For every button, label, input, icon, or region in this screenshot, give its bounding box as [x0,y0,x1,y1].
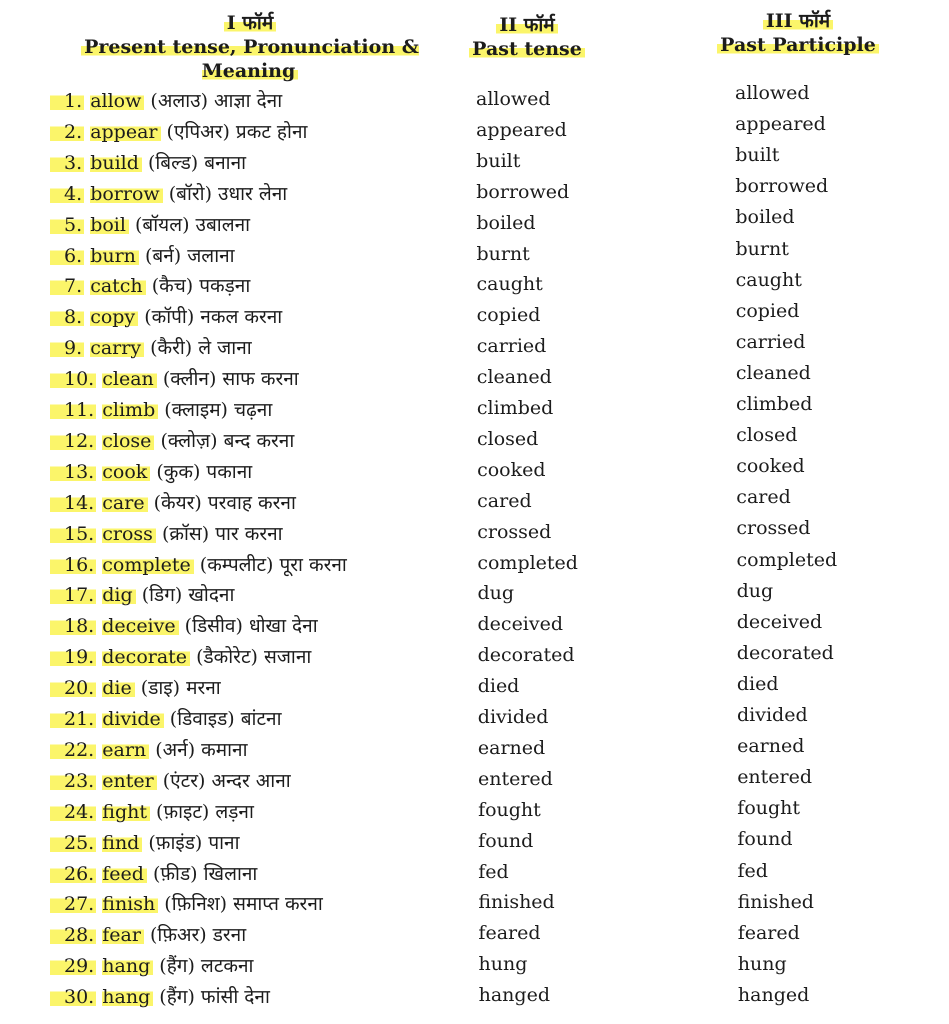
verb-number: 7. [50,275,84,297]
present-tense-cell [50,488,296,518]
verb-row [0,206,949,240]
verb-row [0,889,949,919]
pronunciation-meaning: (अर्न) कमाना [155,738,248,761]
verb-row [0,268,949,301]
verb-present: catch [90,275,145,297]
pronunciation-meaning: (बॉयल) उबालना [135,213,251,236]
verb-number: 2. [50,121,84,143]
past-tense-cell: earned [477,736,546,759]
present-tense-cell [50,241,235,271]
past-participle-cell: completed [736,548,838,571]
past-participle-cell: hung [737,952,787,975]
column-header-past [462,14,592,62]
past-participle-cell: deceived [736,610,823,633]
past-tense-cell: cared [477,489,532,512]
verb-row [0,395,949,425]
past-participle-cell: cared [736,486,791,509]
verb-number: 12. [50,430,96,452]
present-tense-cell [50,457,252,487]
past-tense-cell: appeared [476,118,567,141]
verb-number: 23. [50,770,96,792]
past-participle-cell: divided [737,704,808,726]
past-participle-cell: feared [737,921,800,944]
past-tense-cell: climbed [476,397,554,419]
verb-number: 17. [50,584,96,606]
past-participle-cell: burnt [735,237,789,260]
present-tense-cell [50,519,283,549]
pronunciation-meaning: (फ़ाइंड) पाना [148,831,240,854]
verb-number: 30. [50,986,96,1008]
present-tense-cell [50,673,221,703]
past-tense-cell: dug [477,582,514,605]
pronunciation-meaning: (फ़िअर) डरना [150,924,247,947]
present-tense-cell [50,951,253,981]
verb-number: 20. [50,677,96,699]
present-tense-cell [50,859,257,889]
verb-present: decorate [102,646,190,668]
pronunciation-meaning: (फ़ीड) खिलाना [153,862,258,885]
present-tense-cell [50,333,252,363]
pronunciation-meaning: (हैंग) लटकना [159,955,254,978]
verb-row [0,951,949,981]
present-tense-cell [50,426,294,456]
present-tense-cell [50,982,270,1012]
verb-row [0,704,949,734]
verb-present: feed [102,863,147,885]
present-tense-cell [50,364,299,394]
present-tense-cell [50,766,291,796]
verb-row [0,982,949,1012]
past-tense-cell: fed [478,860,509,883]
past-tense-cell: entered [477,767,553,790]
verb-row [0,642,949,672]
verb-number: 11. [50,399,96,421]
present-tense-cell [50,117,307,147]
verb-number: 8. [50,306,84,328]
verb-present: allow [90,90,144,112]
pronunciation-meaning: (क्लीन) साफ करना [162,368,299,391]
past-participle-cell: earned [737,735,805,758]
pronunciation-meaning: (कॉपी) नकल करना [144,306,283,329]
past-tense-cell: allowed [476,88,551,110]
past-participle-cell: died [736,672,779,695]
past-participle-cell: decorated [736,641,834,664]
verb-present: cook [102,461,150,483]
verb-present: care [102,492,147,514]
verb-present: finish [102,893,158,915]
past-participle-cell: allowed [735,82,810,104]
past-participle-cell: dug [736,579,774,602]
verb-number: 15. [50,523,96,545]
present-tense-cell [50,580,234,610]
past-tense-cell: divided [477,706,549,728]
present-tense-cell [50,395,272,425]
past-tense-cell: found [478,829,534,852]
past-participle-cell: built [735,144,780,167]
verb-row [0,735,949,765]
column-title-past: Past tense [469,38,585,60]
pronunciation-meaning: (डाइ) मरना [140,677,221,700]
past-participle-cell: copied [735,299,800,322]
verb-number: 28. [50,924,96,946]
present-tense-cell [50,797,254,827]
present-tense-cell [50,271,250,301]
verb-present: hang [102,955,153,977]
column-header-participle [712,10,884,58]
verb-present: close [102,430,154,452]
verb-present: hang [102,986,153,1008]
verb-row [0,457,949,487]
past-tense-cell: finished [478,891,555,914]
past-tense-cell: crossed [477,520,552,543]
verb-present: fight [102,801,150,823]
pronunciation-meaning: (एंटर) अन्दर आना [162,769,291,792]
pronunciation-meaning: (कम्पलीट) पूरा करना [199,553,347,576]
past-participle-cell: entered [737,766,813,789]
past-tense-cell: died [477,675,520,698]
verb-number: 21. [50,708,96,730]
past-tense-cell: borrowed [476,180,570,203]
present-tense-cell [50,642,311,672]
present-tense-cell [50,704,282,734]
past-tense-cell: completed [477,551,578,574]
present-tense-cell [50,86,282,116]
past-participle-cell: appeared [735,113,826,136]
verb-number: 6. [50,245,84,267]
present-tense-cell [50,302,282,332]
pronunciation-meaning: (डैकोरेट) सजाना [196,646,312,669]
past-tense-cell: carried [476,335,547,358]
verb-present: carry [90,337,144,359]
present-tense-cell [50,210,250,240]
column-header-present [50,12,450,83]
present-tense-cell [50,611,318,641]
verb-number: 3. [50,152,84,174]
pronunciation-meaning: (क्लाइम) चढ़ना [164,399,273,421]
past-participle-cell: borrowed [735,175,829,198]
past-participle-cell: cleaned [735,361,811,384]
pronunciation-meaning: (डिग) खोदना [141,584,235,607]
verb-number: 29. [50,955,96,977]
pronunciation-meaning: (कुक) पकाना [156,460,253,483]
verb-row [0,828,949,858]
pronunciation-meaning: (क्रॉस) पार करना [161,522,283,545]
past-tense-cell: hanged [478,984,550,1007]
past-tense-cell: fought [478,798,541,821]
pronunciation-meaning: (कैरी) ले जाना [150,337,252,360]
past-tense-cell: closed [476,427,539,450]
verb-number: 25. [50,832,96,854]
pronunciation-meaning: (फ़िनिश) समाप्त करना [164,893,323,916]
past-participle-cell: found [737,828,793,851]
past-participle-cell: climbed [736,393,813,415]
verb-present: copy [90,306,138,328]
pronunciation-meaning: (डिवाइड) बांटना [169,708,282,730]
past-tense-cell: cooked [477,458,546,481]
verb-row [0,920,949,950]
past-participle-cell: fought [737,797,801,820]
past-tense-cell: burnt [476,242,530,265]
past-participle-cell: crossed [736,517,811,540]
verb-number: 26. [50,863,96,885]
pronunciation-meaning: (क्लोज़) बन्द करना [160,429,295,452]
verb-present: dig [102,584,135,606]
verb-number: 14. [50,492,96,514]
present-tense-cell [50,148,246,178]
pronunciation-meaning: (अलाउ) आज्ञा देना [150,90,283,112]
verb-number: 9. [50,337,84,359]
verb-present: earn [102,739,149,761]
verb-present: die [102,677,134,699]
verb-present: deceive [102,615,178,637]
verb-present: burn [90,245,139,267]
verb-present: borrow [90,183,162,205]
verb-present: cross [102,523,156,545]
pronunciation-meaning: (कैच) पकड़ना [151,275,251,298]
verb-present: boil [90,214,129,236]
past-tense-cell: feared [478,922,541,945]
present-tense-cell [50,735,248,765]
verb-number: 19. [50,646,96,668]
past-participle-cell: boiled [735,206,795,229]
pronunciation-meaning: (डिसीव) धोखा देना [184,615,318,638]
verb-present: enter [102,770,156,792]
verb-row [0,237,949,271]
form-label-1: I फॉर्म [224,12,276,34]
verb-row [0,113,949,147]
past-tense-cell: deceived [477,613,564,636]
past-participle-cell: cooked [736,455,805,478]
past-participle-cell: closed [736,424,798,447]
verb-present: appear [90,121,160,143]
past-tense-cell: caught [476,273,543,296]
pronunciation-meaning: (हैंग) फांसी देना [159,986,270,1009]
verb-row [0,673,949,703]
verb-number: 10. [50,368,96,390]
verb-row [0,426,949,456]
verb-number: 24. [50,801,96,823]
verb-present: fear [102,924,144,946]
present-tense-cell [50,889,323,919]
past-participle-cell: fed [737,859,768,882]
past-participle-cell: finished [737,890,814,913]
verb-number: 5. [50,214,84,236]
verb-row [0,611,949,641]
verb-present: find [102,832,142,854]
verb-present: build [90,152,142,174]
past-tense-cell: copied [476,304,541,327]
verb-present: climb [102,399,158,421]
pronunciation-meaning: (बिल्ड) बनाना [147,151,247,174]
past-participle-cell: caught [735,268,802,291]
past-participle-cell: carried [735,330,806,353]
past-participle-cell: hanged [737,983,810,1006]
present-tense-cell [50,550,347,580]
pronunciation-meaning: (बॉरो) उधार लेना [168,182,288,205]
verb-row [0,797,949,827]
present-tense-cell [50,179,287,209]
pronunciation-meaning: (बर्न) जलाना [144,244,235,267]
pronunciation-meaning: (एपिअर) प्रकट होना [166,120,308,143]
verb-number: 27. [50,893,96,915]
verb-row [0,299,949,332]
past-tense-cell: boiled [476,211,536,234]
pronunciation-meaning: (फ़ाइट) लड़ना [156,800,254,823]
form-label-3: III फॉर्म [763,10,833,32]
form-label-2: II फॉर्म [496,14,557,36]
column-title-participle: Past Participle [717,34,879,56]
past-tense-cell: decorated [477,644,575,667]
past-tense-cell: cleaned [476,366,552,389]
verb-number: 18. [50,615,96,637]
present-tense-cell [50,920,246,950]
pronunciation-meaning: (केयर) परवाह करना [153,491,296,514]
verb-number: 4. [50,183,84,205]
past-tense-cell: built [476,149,521,172]
verb-number: 13. [50,461,96,483]
verb-present: divide [102,708,163,730]
verb-present: clean [102,368,157,390]
past-tense-cell: hung [478,953,528,976]
verb-number: 1. [50,90,84,112]
verb-present: complete [102,554,193,576]
verb-row [0,859,949,889]
verb-number: 22. [50,739,96,761]
present-tense-cell [50,828,240,858]
column-title-present: Present tense, Pronunciation & Meaning [81,36,419,82]
verb-row [0,766,949,796]
verb-number: 16. [50,554,96,576]
verb-row [0,550,949,580]
verb-row [0,175,949,209]
